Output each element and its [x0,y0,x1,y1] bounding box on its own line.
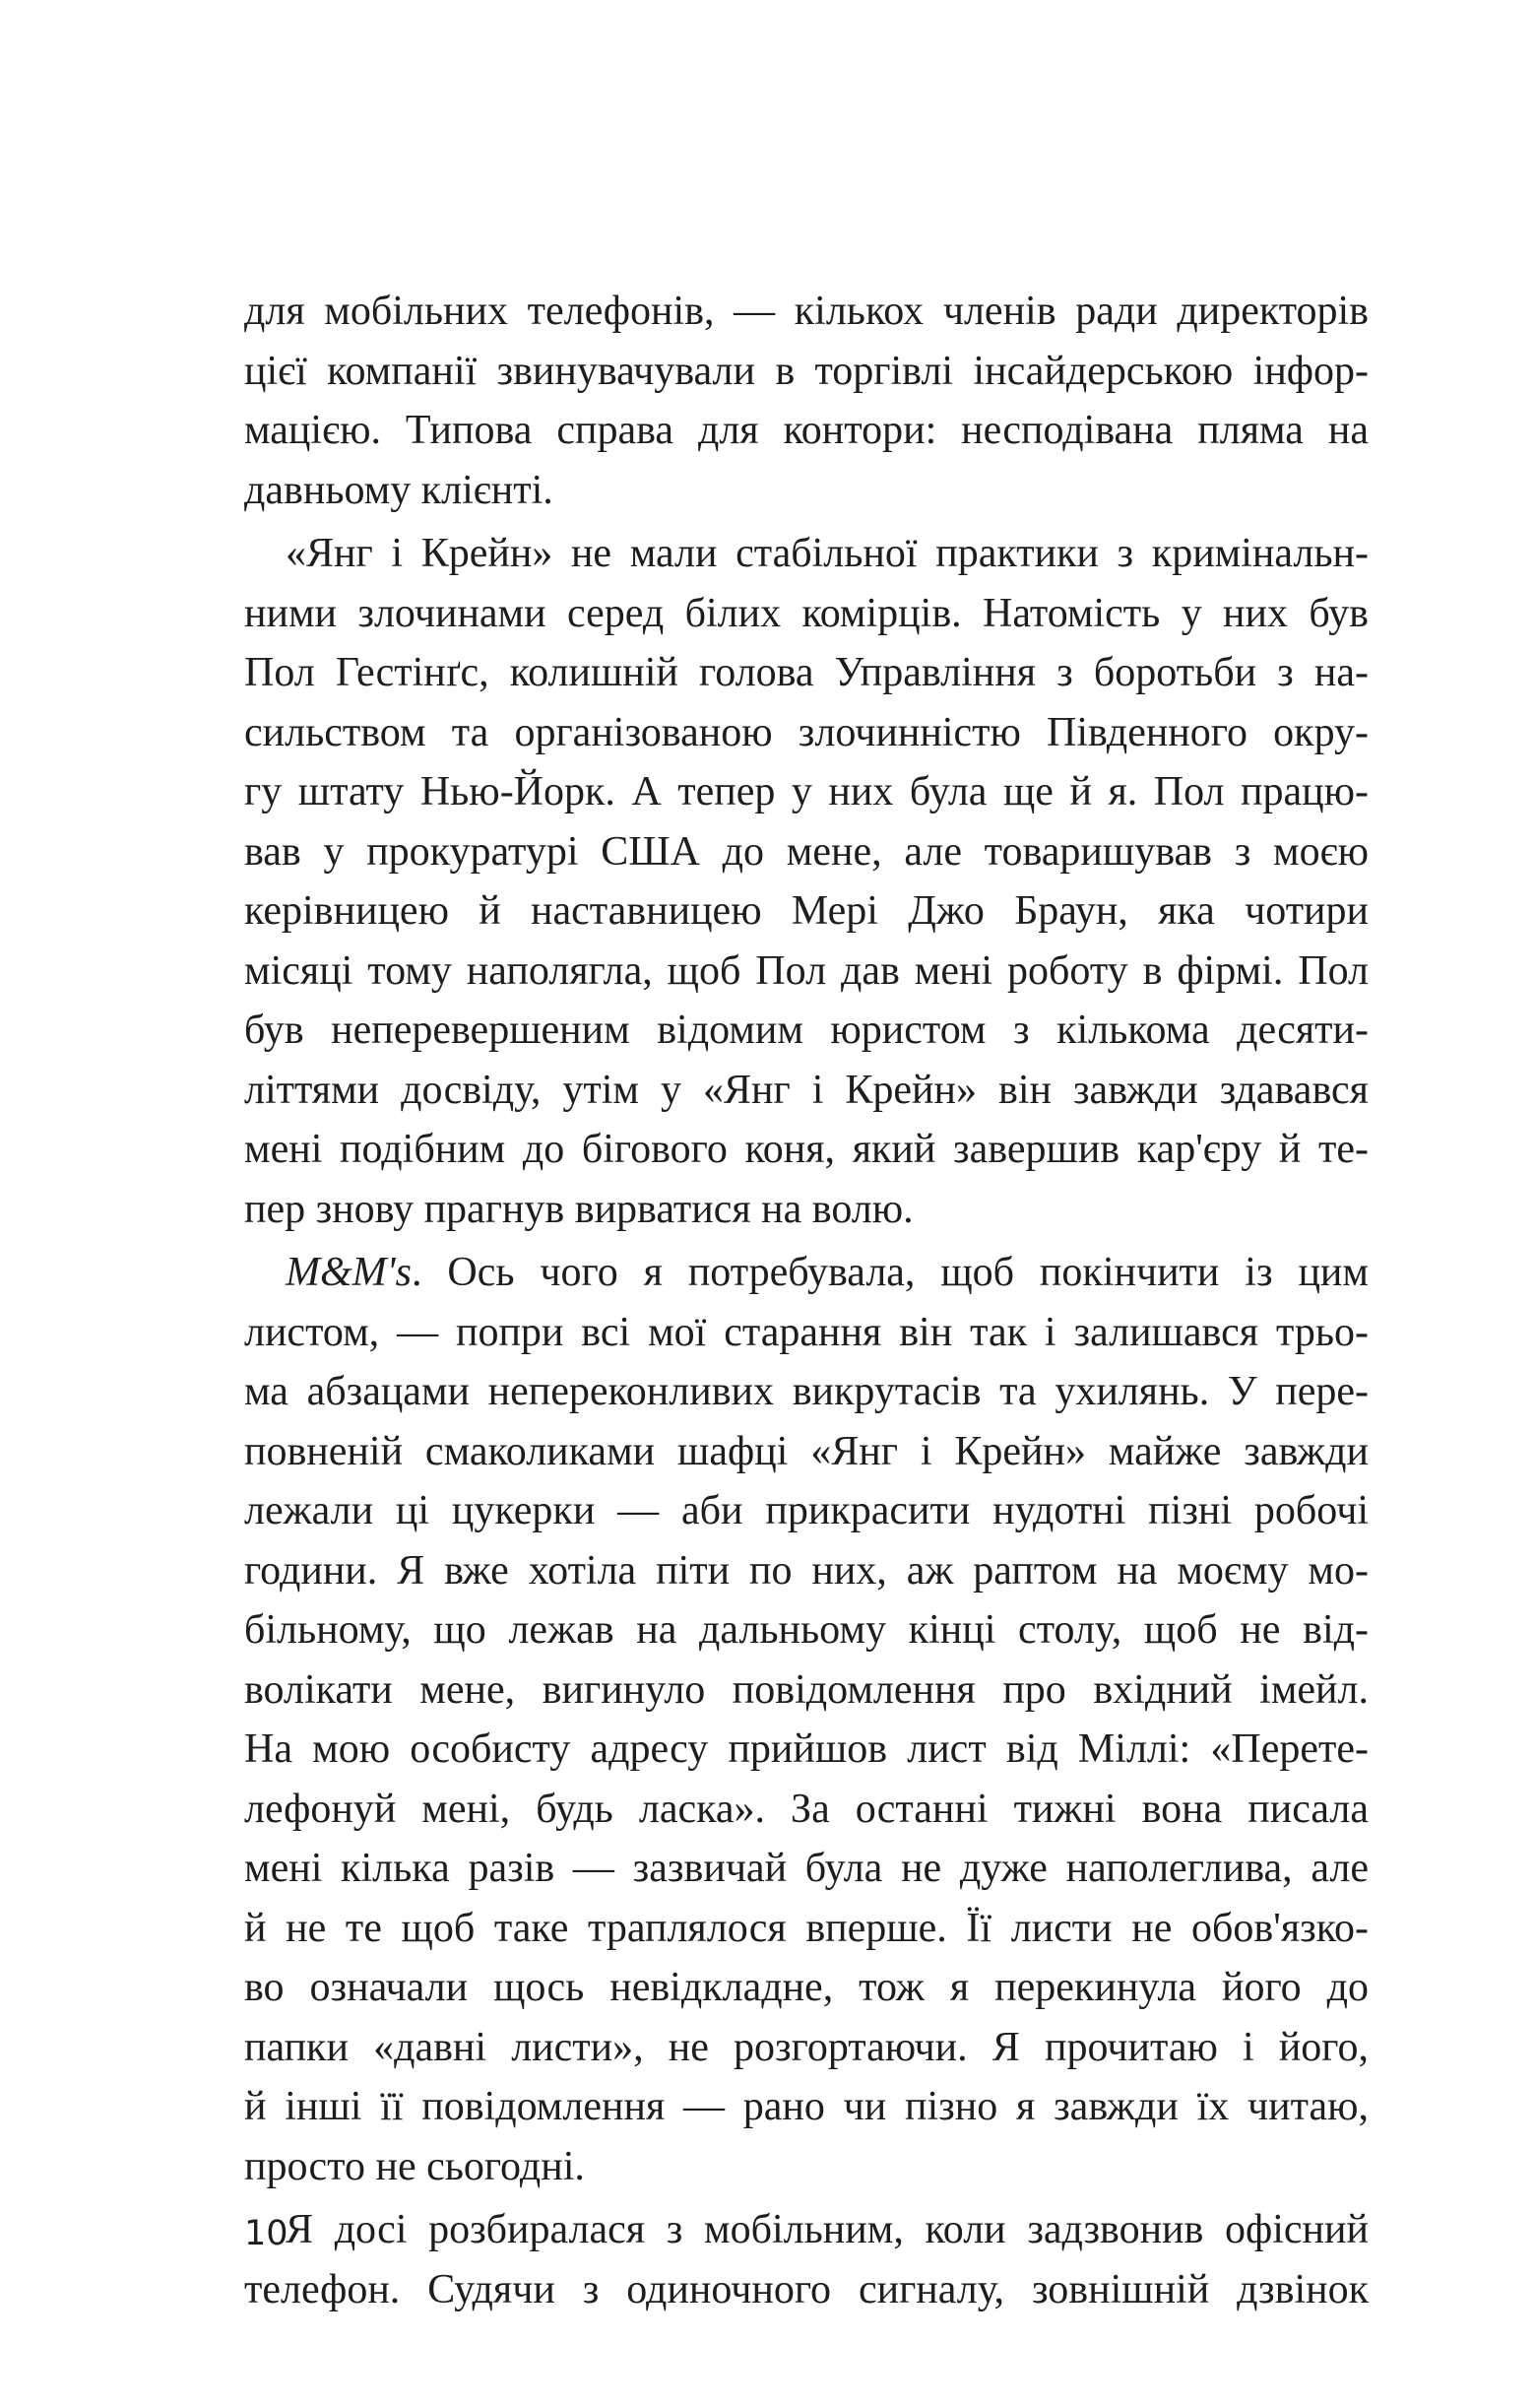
text-line: години. Я вже хотіла піти по них, аж раптом на моєму мо- [244,1547,1369,1594]
text-line: На мою особисту адресу прийшов лист від Міллі: «Перете- [244,1726,1369,1772]
text-line: давньому клієнті. [244,467,553,513]
text-line: во означали щось невідкладне, тож я перекинула його до [244,1965,1369,2010]
text-line: телефон. Судячи з одиночного сигналу, зовнішній дзвінок [244,2266,1369,2312]
text-line: Пол Гестінґс, колишній голова Управління з боротьби з на- [244,650,1369,695]
text-line: був неперевершеним відомим юристом з кількома десяти- [244,1008,1369,1053]
text-line: ними злочинами серед білих комірців. Натомість у них був [244,590,1369,636]
text-line: мені кілька разів — зазвичай була не дуже наполеглива, але [244,1846,1369,1891]
text-line: волікати мене, вигинуло повідомлення про вхідний імейл. [244,1666,1369,1713]
text-line: більному, що лежав на дальньому кінці столу, щоб не від- [244,1607,1369,1653]
text-line [244,1243,1369,1303]
text-line: для мобільних телефонів, — кількох членів ради директорів [244,289,1369,334]
page-number: 10 [244,2214,288,2253]
text-line: цієї компанії звинувачували в торгівлі інсайдерською інфор- [244,348,1369,394]
text-line: гу штату Нью-Йорк. А тепер у них була ще й я. Пол працю- [244,769,1369,814]
text-line: папки «давні листи», не розгортаючи. Я прочитаю і його, [244,2024,1369,2070]
text-line: Я досі розбиралася з мобільним, коли задзвонив офісний [286,2207,1369,2252]
text-line-rest: . Ось чого я потребувала, щоб покінчити із цим [411,1250,1369,1295]
text-line: лефонуй мені, будь ласка». За останні тижні вона писала [244,1786,1369,1832]
text-line: місяці тому наполягла, щоб Пол дав мені роботу в фірмі. Пол [244,947,1369,994]
text-line: мені подібним до бігового коня, який завершив кар'єру й те- [244,1127,1369,1172]
text-line: листом, — попри всі мої старання він так і залишався трьо- [244,1309,1369,1355]
text-line: й не те щоб таке траплялося вперше. Її листи не обов'язко- [244,1905,1369,1951]
text-line: мацією. Типова справа для контори: несподівана пляма на [244,408,1369,453]
body-text [244,282,1369,2319]
text-line: «Янг і Крейн» не мали стабільної практики з кримінальн- [286,531,1369,576]
text-line: літтями досвіду, утім у «Янг і Крейн» він завжди здавався [244,1067,1369,1113]
text-line: сильством та організованою злочинністю Південного окру- [244,709,1369,755]
text-line: просто не сьогодні. [244,2143,585,2189]
text-line: лежали ці цукерки — аби прикрасити нудотні пізні робочі [244,1488,1369,1533]
text-line: пер знову прагнув вирватися на волю. [244,1186,914,1232]
text-line: вав у прокуратурі США до мене, але товаришував з моєю [244,828,1369,875]
text-line: ма абзацами непереконливих викрутасів та ухилянь. У пере- [244,1369,1369,1414]
text-line: керівницею й наставницею Мері Джо Браун, яка чотири [244,888,1369,934]
italic-term: M&M's [286,1250,412,1295]
text-line: й інші її повідомлення — рано чи пізно я завжди їх читаю, [244,2084,1369,2129]
text-line: повненій смаколиками шафці «Янг і Крейн» майже завжди [244,1428,1369,1474]
